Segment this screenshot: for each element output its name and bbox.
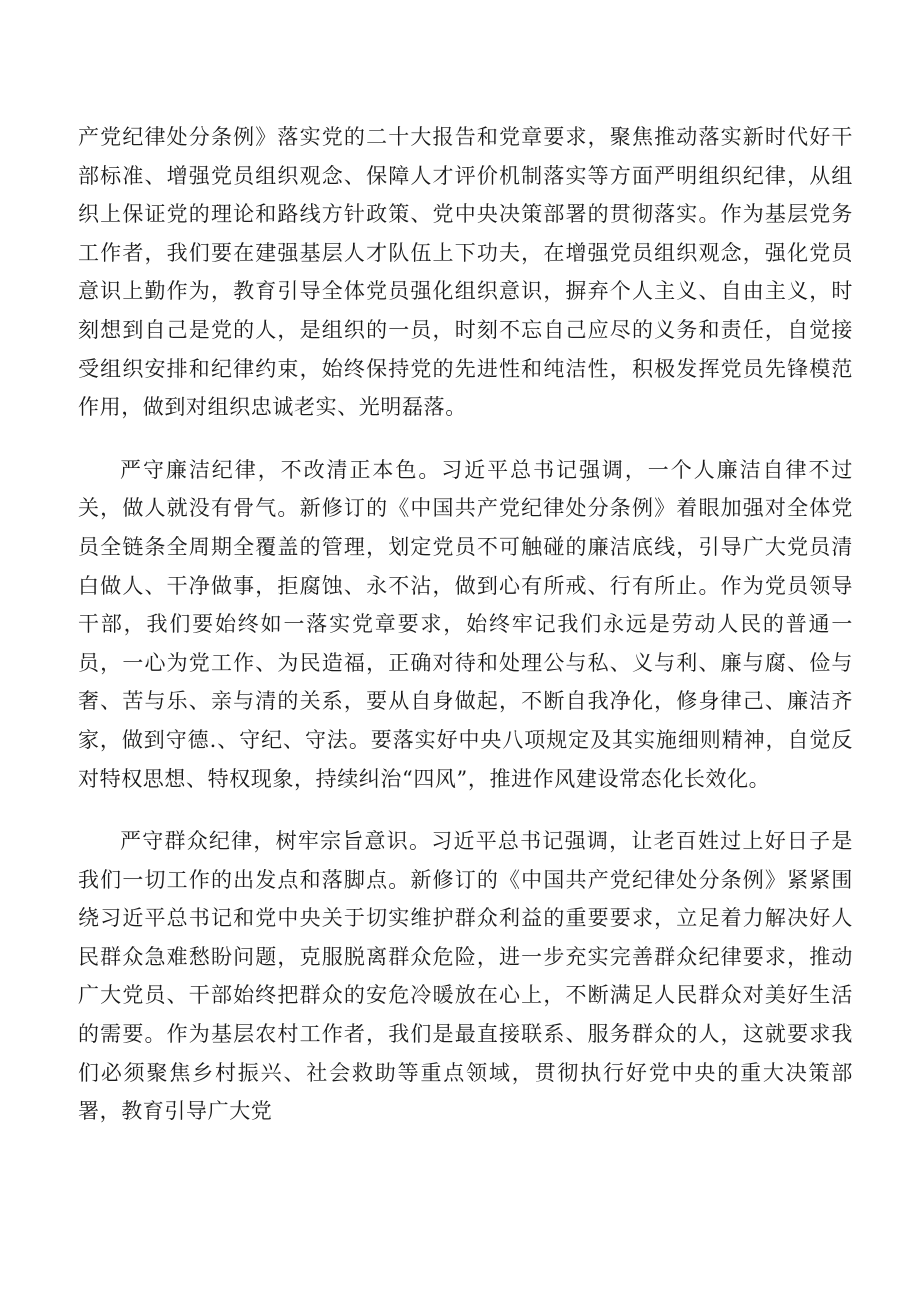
paragraph-organizational-discipline: 产党纪律处分条例》落实党的二十大报告和党章要求，聚焦推动落实新时代好干部标准、增强党员组织观念、保障人才评价机制落实等方面严明组织纪律，从组织上保证党的理论和路线方针政策、党中央决策部署的贯彻落实。作为基层党务工作者，我们要在建强基层人才队伍上下功夫，在增强党员组织观念，强化党员意识上勤作为，教育引导全体党员强化组织意识，摒弃个人主义、自由主义，时刻想到自己是党的人，是组织的一员，时刻不忘自己应尽的义务和责任，自觉接受组织安排和纪律约束，始终保持党的先进性和纯洁性，积极发挥党员先锋模范作用，做到对组织忠诚老实、光明磊落。 <box>78 125 853 420</box>
document-page <box>78 118 853 1131</box>
paragraph-integrity-discipline: 严守廉洁纪律，不改清正本色。习近平总书记强调，一个人廉洁自律不过关，做人就没有骨气。新修订的《中国共产党纪律处分条例》着眼加强对全体党员全链条全周期全覆盖的管理，划定党员不可触碰的廉洁底线，引导广大党员清白做人、干净做事，拒腐蚀、永不沾，做到心有所戒、行有所止。作为党员领导干部，我们要始终如一落实党章要求，始终牢记我们永远是劳动人民的普通一员，一心为党工作、为民造福，正确对待和处理公与私、义与利、廉与腐、俭与奢、苦与乐、亲与清的关系，要从自身做起，不断自我净化，修身律己、廉洁齐家，做到守德.、守纪、守法。要落实好中央八项规定及其实施细则精神，自觉反对特权思想、特权现象，持续纠治“四风”，推进作风建设常态化长效化。 <box>78 457 853 791</box>
paragraph-mass-discipline: 严守群众纪律，树牢宗旨意识。习近平总书记强调，让老百姓过上好日子是我们一切工作的出发点和落脚点。新修订的《中国共产党纪律处分条例》紧紧围绕习近平总书记和党中央关于切实维护群众利益的重要要求，立足着力解决好人民群众急难愁盼问题，克服脱离群众危险，进一步充实完善群众纪律要求，推动广大党员、干部始终把群众的安危冷暖放在心上，不断满足人民群众对美好生活的需要。作为基层农村工作者，我们是最直接联系、服务群众的人，这就要求我们必须聚焦乡村振兴、社会救助等重点领域，贯彻执行好党中央的重大决策部署，教育引导广大党 <box>78 829 853 1124</box>
